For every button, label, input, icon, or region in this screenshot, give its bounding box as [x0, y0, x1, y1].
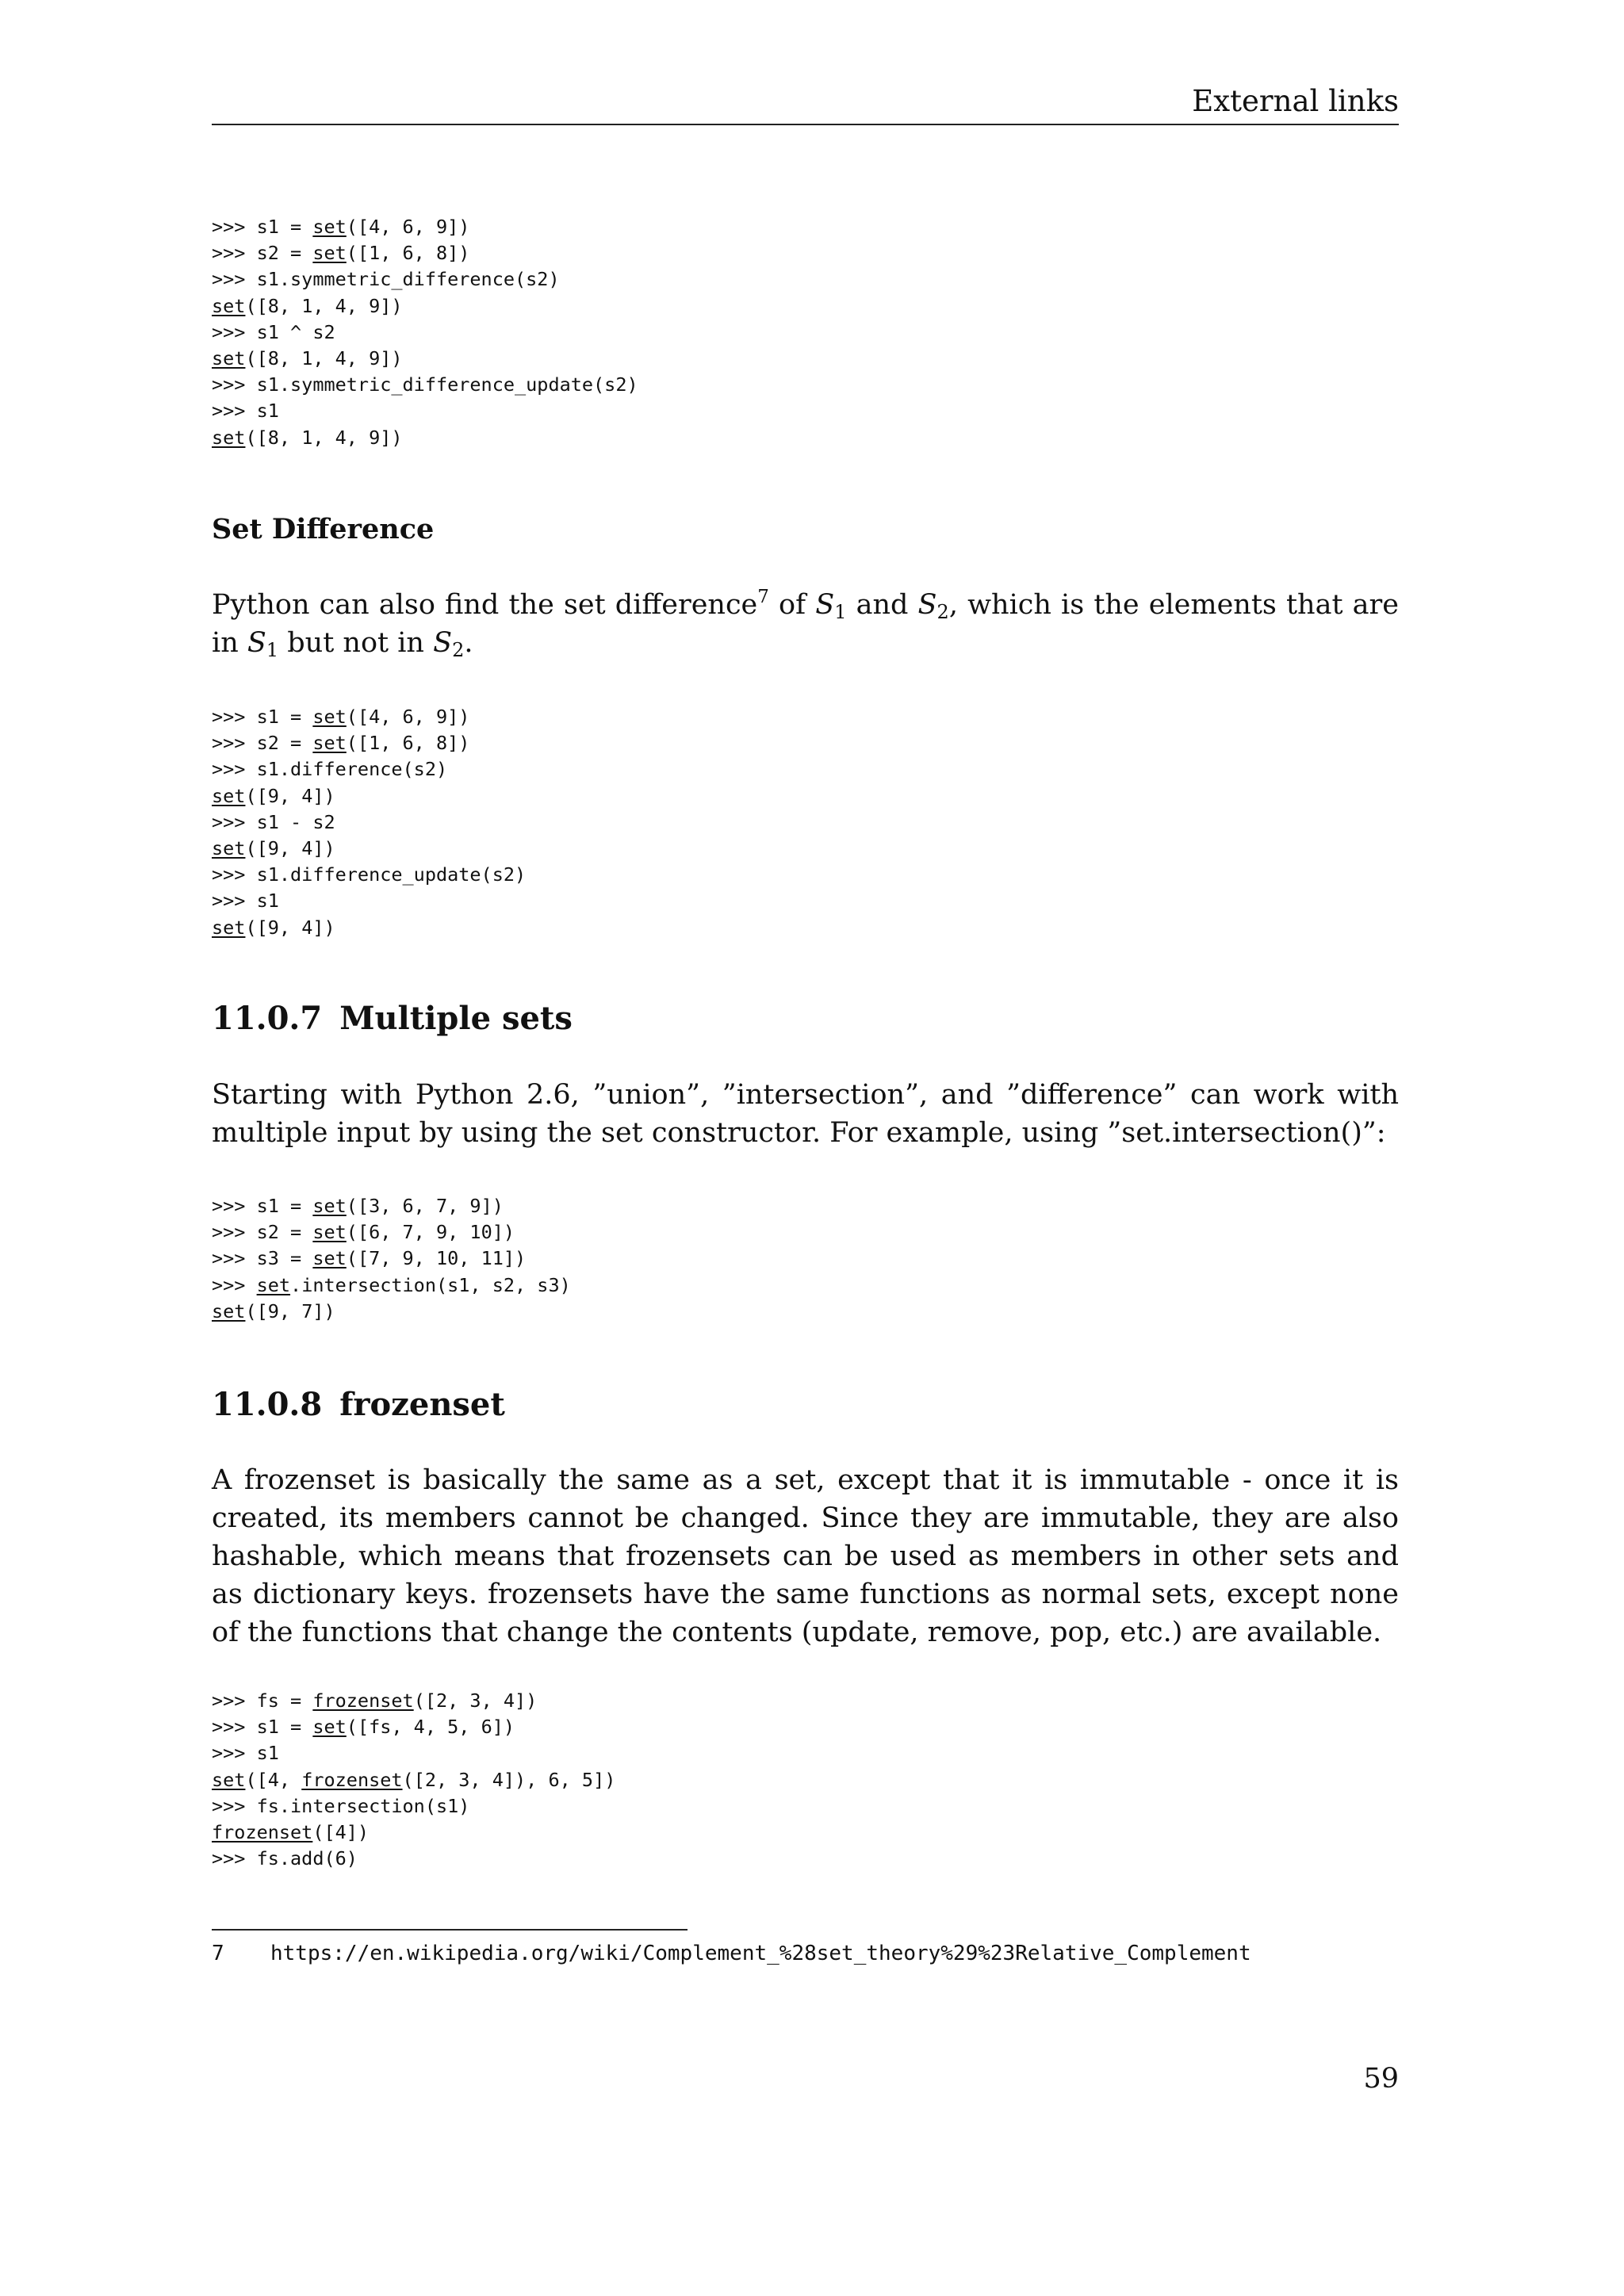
code-keyword-link[interactable]: set	[312, 1221, 347, 1244]
code-keyword-link[interactable]: set	[312, 242, 347, 265]
code-line: >>> set.intersection(s1, s2, s3)	[212, 1273, 571, 1296]
code-keyword-link[interactable]: frozenset	[301, 1768, 403, 1791]
code-line: >>> s2 = set([1, 6, 8])	[212, 732, 470, 755]
code-line: set([9, 4])	[212, 916, 335, 939]
code-line: >>> s1 = set([fs, 4, 5, 6])	[212, 1716, 515, 1739]
code-line: >>> s1.symmetric_difference(s2)	[212, 268, 560, 291]
code-keyword-link[interactable]: set	[312, 706, 347, 728]
code-line: >>> s1.difference(s2)	[212, 758, 448, 781]
code-keyword-link[interactable]: set	[312, 216, 347, 238]
running-header	[212, 79, 1399, 125]
code-line: >>> s2 = set([6, 7, 9, 10])	[212, 1221, 515, 1244]
code-keyword-link[interactable]: set	[312, 1716, 347, 1739]
code-keyword-link[interactable]: frozenset	[312, 1689, 414, 1712]
footnote-ref[interactable]: 7	[757, 587, 769, 607]
code-line: set([8, 1, 4, 9])	[212, 294, 403, 317]
page-number: 59	[1363, 2063, 1399, 2095]
code-keyword-link[interactable]: set	[312, 732, 347, 755]
code-line: >>> s1 = set([4, 6, 9])	[212, 216, 470, 238]
code-line: >>> s1	[212, 1742, 279, 1765]
section-number: 11.0.7	[212, 1000, 323, 1037]
code-line: set([9, 7])	[212, 1299, 335, 1322]
code-line: >>> s1 - s2	[212, 810, 335, 833]
footnote-divider	[212, 1929, 688, 1931]
running-header-title: External links	[1192, 84, 1399, 118]
footnote	[212, 1939, 1251, 1968]
section-heading-multiple-sets	[212, 999, 573, 1039]
code-block-multiple-sets	[212, 1193, 571, 1325]
code-keyword-link[interactable]: set	[212, 1299, 246, 1322]
code-block-symmetric-difference	[212, 214, 638, 451]
code-line: >>> s3 = set([7, 9, 10, 11])	[212, 1247, 527, 1270]
code-keyword-link[interactable]: set	[212, 294, 246, 317]
code-keyword-link[interactable]: frozenset	[212, 1820, 313, 1843]
code-keyword-link[interactable]: set	[256, 1273, 291, 1296]
code-line: >>> s1 = set([3, 6, 7, 9])	[212, 1195, 504, 1217]
code-line: >>> s1	[212, 890, 279, 913]
code-keyword-link[interactable]: set	[312, 1247, 347, 1270]
code-line: >>> fs = frozenset([2, 3, 4])	[212, 1689, 538, 1712]
code-line: set([9, 4])	[212, 784, 335, 807]
paragraph-frozenset: A frozenset is basically the same as a set, except that it is immutable - once it is created, its members cannot be changed. Since they are immutable, they are also hashable, which means that frozensets can be used as members in other sets and as dictionary keys. frozensets have the same functions as normal sets, except none of the functions that change the contents (update, remove, pop, etc.) are available.	[212, 1464, 1399, 1648]
code-line: >>> s1.symmetric_difference_update(s2)	[212, 373, 638, 396]
code-keyword-link[interactable]: set	[212, 426, 246, 449]
code-line: >>> s1 ^ s2	[212, 320, 335, 343]
section-title: frozenset	[339, 1386, 505, 1423]
code-keyword-link[interactable]: set	[212, 916, 246, 939]
code-keyword-link[interactable]: set	[212, 836, 246, 859]
code-line: frozenset([4])	[212, 1820, 370, 1843]
code-line: set([8, 1, 4, 9])	[212, 346, 403, 369]
code-keyword-link[interactable]: set	[212, 1768, 246, 1791]
code-line: set([9, 4])	[212, 836, 335, 859]
code-line: set([4, frozenset([2, 3, 4]), 6, 5])	[212, 1768, 616, 1791]
code-block-frozenset	[212, 1688, 615, 1872]
code-keyword-link[interactable]: set	[212, 784, 246, 807]
code-line: >>> s1 = set([4, 6, 9])	[212, 706, 470, 728]
code-keyword-link[interactable]: set	[212, 346, 246, 369]
footnote-number: 7	[212, 1942, 224, 1965]
paragraph-set-difference: Python can also find the set difference$^7$ of $S_1$ and $S_2$, which is the elements that are in $S_1$ but not in $S_2$.	[212, 587, 1399, 661]
code-line: >>> fs.add(6)	[212, 1847, 358, 1870]
code-line: >>> fs.intersection(s1)	[212, 1794, 470, 1817]
subsection-heading-set-difference: Set Difference	[212, 513, 435, 545]
code-block-difference	[212, 704, 526, 941]
section-title: Multiple sets	[339, 1000, 573, 1037]
code-line: >>> s1.difference_update(s2)	[212, 863, 527, 886]
footnote-url-link[interactable]: https://en.wikipedia.org/wiki/Complement_%28set_theory%29%23Relative_Complement	[270, 1942, 1251, 1965]
code-line: >>> s1	[212, 400, 279, 423]
code-line: set([8, 1, 4, 9])	[212, 426, 403, 449]
section-heading-frozenset	[212, 1385, 505, 1425]
paragraph-multiple-sets: Starting with Python 2.6, ”union”, ”intersection”, and ”difference” can work with multiple input by using the set constructor. For example, using ”set.intersection()”:	[212, 1079, 1399, 1149]
code-line: >>> s2 = set([1, 6, 8])	[212, 242, 470, 265]
section-number: 11.0.8	[212, 1386, 323, 1423]
code-keyword-link[interactable]: set	[312, 1195, 347, 1217]
